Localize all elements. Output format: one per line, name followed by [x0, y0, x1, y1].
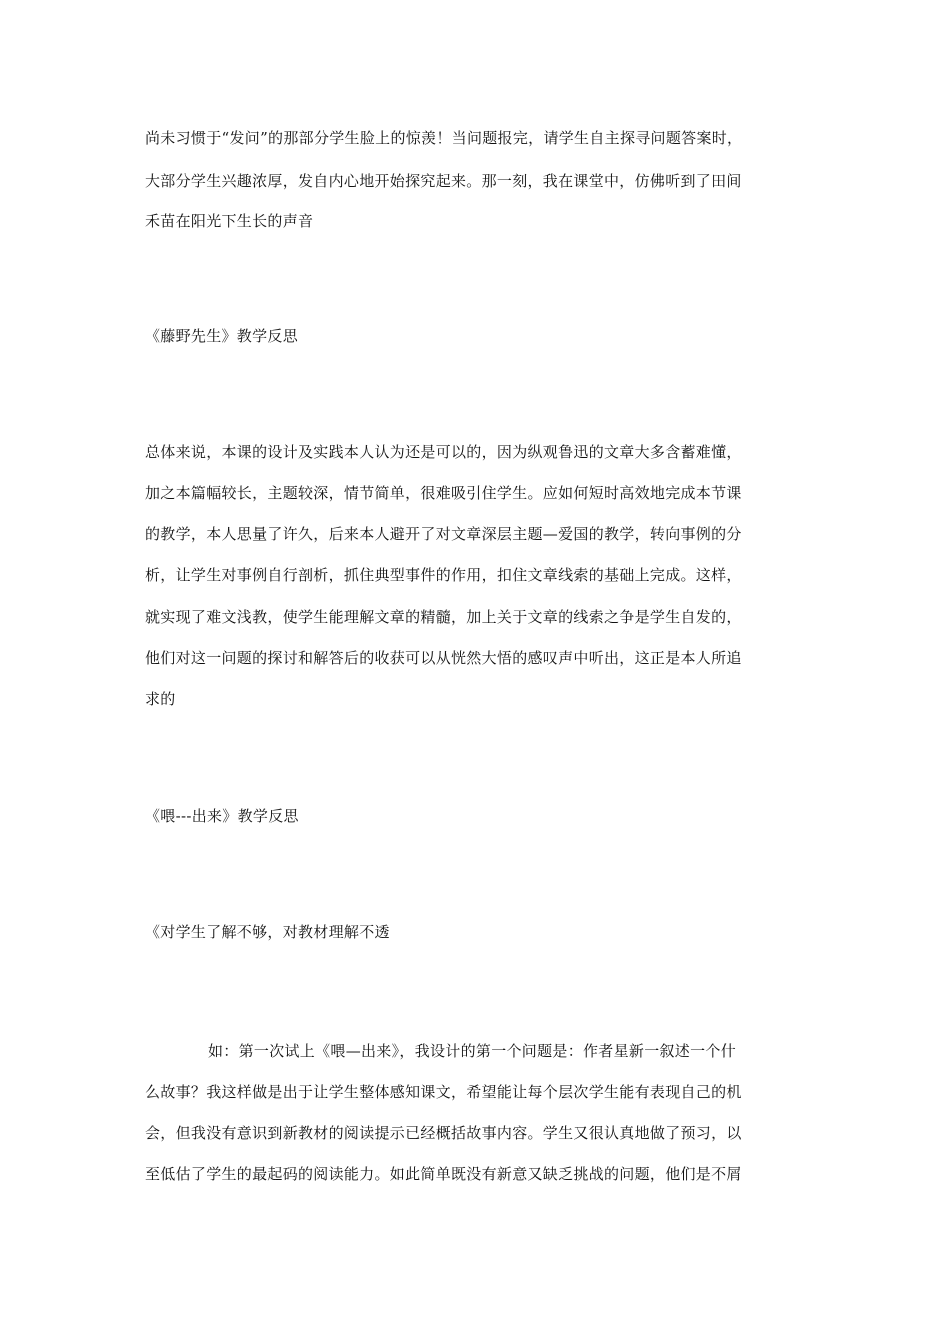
- paragraph-line: 的教学，本人思量了许久，后来本人避开了对文章深层主题—爱国的教学，转向事例的分: [145, 525, 742, 543]
- paragraph-line: 他们对这一问题的探讨和解答后的收获可以从恍然大悟的感叹声中听出，这正是本人所追: [145, 649, 742, 667]
- paragraph-line: 就实现了难文浅教，使学生能理解文章的精髓，加上关于文章的线索之争是学生自发的，: [145, 608, 742, 626]
- section-heading: 《藤野先生》教学反思: [145, 327, 299, 345]
- paragraph-line: 会，但我没有意识到新教材的阅读提示已经概括故事内容。学生又很认真地做了预习，以: [145, 1124, 742, 1142]
- section-heading: 《对学生了解不够，对教材理解不透: [145, 923, 390, 941]
- paragraph-line: 至低估了学生的最起码的阅读能力。如此简单既没有新意又缺乏挑战的问题，他们是不屑: [145, 1165, 742, 1183]
- paragraph-line: 大部分学生兴趣浓厚，发自内心地开始探究起来。那一刻，我在课堂中，仿佛听到了田间: [145, 172, 742, 190]
- paragraph-line: 尚未习惯于“发问”的那部分学生脸上的惊羡！当问题报完，请学生自主探寻问题答案时，: [145, 129, 743, 147]
- paragraph-line: 求的: [145, 690, 176, 708]
- paragraph-line: 总体来说，本课的设计及实践本人认为还是可以的，因为纵观鲁迅的文章大多含蓄难懂，: [145, 443, 742, 461]
- section-heading: 《喂---出来》教学反思: [145, 807, 299, 825]
- paragraph-line: 禾苗在阳光下生长的声音: [145, 212, 314, 230]
- paragraph-line: 么故事？我这样做是出于让学生整体感知课文，希望能让每个层次学生能有表现自己的机: [145, 1083, 742, 1101]
- paragraph-line: 如：第一次试上《喂—出来》，我设计的第一个问题是：作者星新一叙述一个什: [208, 1042, 737, 1060]
- paragraph-line: 析，让学生对事例自行剖析，抓住典型事件的作用，扣住文章线索的基础上完成。这样，: [145, 566, 742, 584]
- paragraph-line: 加之本篇幅较长，主题较深，情节简单，很难吸引住学生。应如何短时高效地完成本节课: [145, 484, 742, 502]
